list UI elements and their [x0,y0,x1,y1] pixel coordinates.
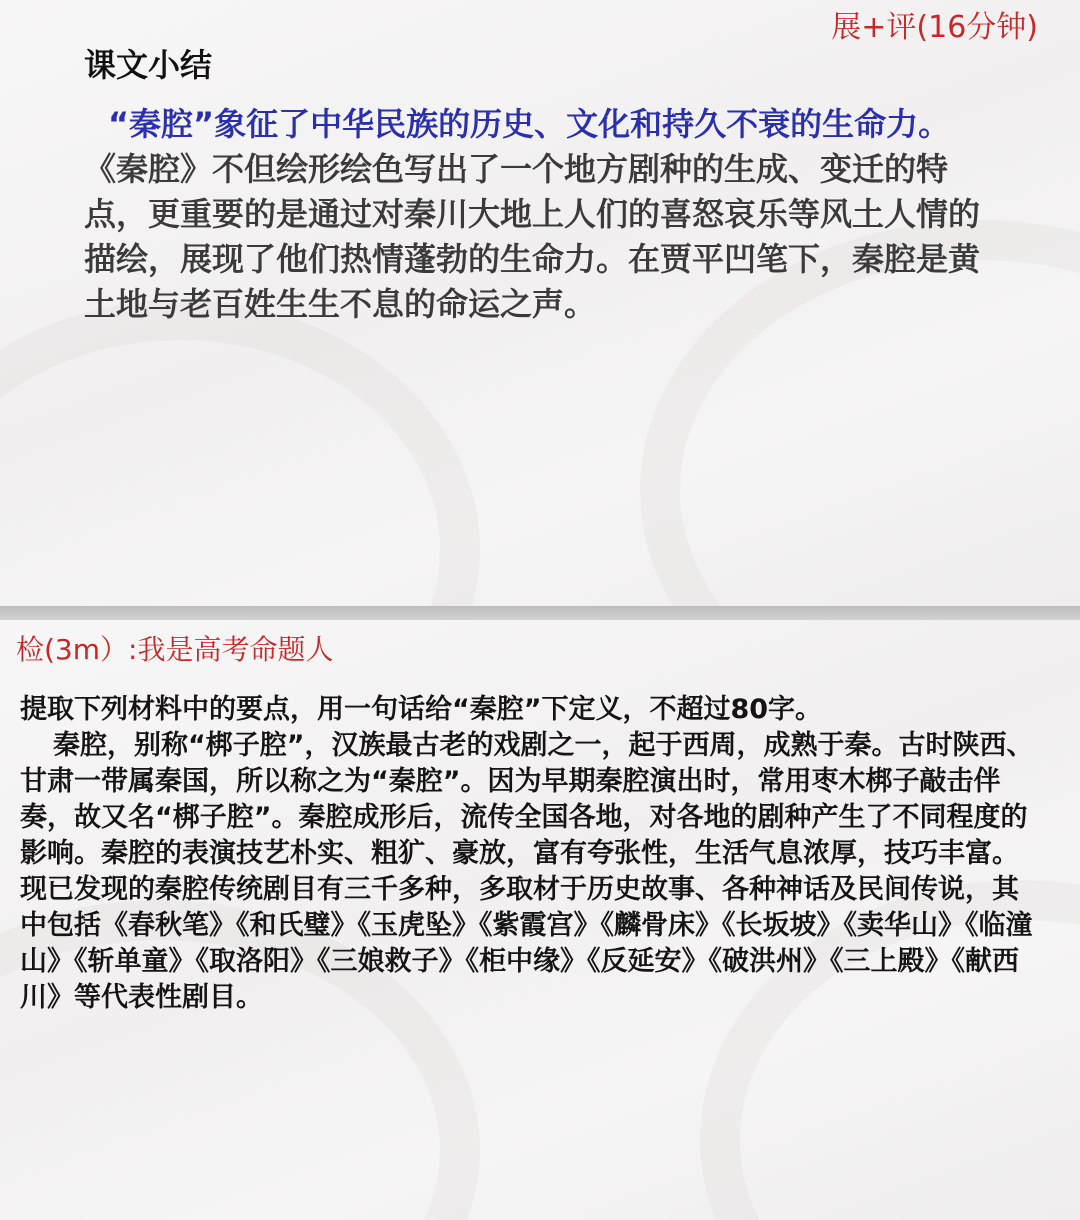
summary-paragraph [84,102,984,327]
summary-emphasis: “秦腔”象征了中华民族的历史、文化和持久不衰的生命力。 [108,105,951,143]
check-label: 检(3m）:我是高考命题人 [16,633,334,666]
exercise-question: 提取下列材料中的要点，用一句话给“秦腔”下定义，不超过80字。 [20,694,823,725]
slide-divider [0,606,1080,620]
summary-slide [0,0,1080,606]
background-swirl [0,300,480,606]
stage-label: 展+评(16分钟) [831,10,1038,45]
summary-heading: 课文小结 [84,46,213,84]
exercise-material: 秦腔，别称“梆子腔”，汉族最古老的戏剧之一，起于西周，成熟于秦。古时陕西、甘肃一带属秦国，所以称之为“秦腔”。因为早期秦腔演出时，常用枣木梆子敲击伴奏，故又名“梆子腔”。秦腔成形后，流传全国各地，对各地的剧种产生了不同程度的影响。秦腔的表演技艺朴实、粗犷、豪放，富有夸张性，生活气息浓厚，技巧丰富。现已发现的秦腔传统剧目有三千多种，多取材于历史故事、各种神话及民间传说，其中包括《春秋笔》《和氏璧》《玉虎坠》《紫霞宫》《麟骨床》《长坂坡》《卖华山》《临潼山》《斩单童》《取洛阳》《三娘救子》《柜中缘》《反延安》《破洪州》《三上殿》《献西川》等代表性剧目。 [20,730,1034,1013]
exercise-slide [0,620,1080,1220]
summary-body: 《秦腔》不但绘形绘色写出了一个地方剧种的生成、变迁的特点，更重要的是通过对秦川大地上人们的喜怒哀乐等风土人情的描绘，展现了他们热情蓬勃的生命力。在贾平凹笔下，秦腔是黄土地与老百姓生生不息的命运之声。 [84,150,981,323]
exercise-text [20,692,1040,1016]
